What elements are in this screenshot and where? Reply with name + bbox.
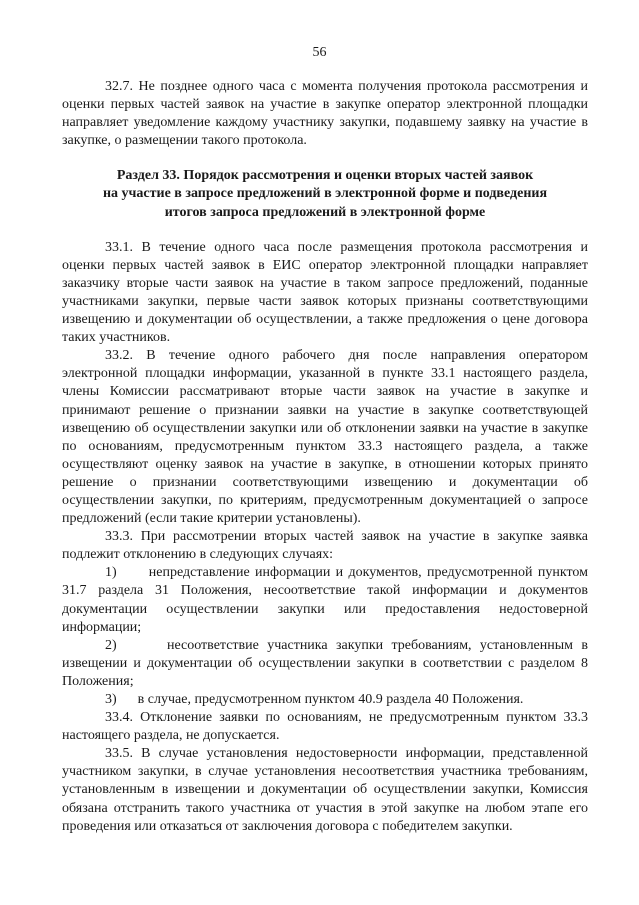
list-item-number: 3) [105, 692, 117, 707]
list-item [62, 564, 588, 636]
list-item-text: непредставление информации и документов, предусмотренной пунктом 31.7 раздела 31 Положения, несоответствие такой информации и документов документации осуществлении закупки или предоставления недостоверной информации; [62, 565, 589, 635]
list-item [62, 637, 588, 691]
list-item-text: несоответствие участника закупки требованиям, установленным в извещении и документации об осуществлении закупки в соответствии с разделом 8 Положения; [62, 637, 589, 689]
paragraph-33-4: 33.4. Отклонение заявки по основаниям, не предусмотренным пунктом 33.3 настоящего раздела, не допускается. [62, 710, 588, 744]
paragraph-32-7: 32.7. Не позднее одного часа с момента получения протокола рассмотрения и оценки первых частей заявок на участие в закупке оператор электронной площадки направляет уведомление каждому участнику закупки, подавшему заявку на участие в закупке, о размещении такого протокола. [62, 79, 588, 149]
section-heading-line: Раздел 33. Порядок рассмотрения и оценки вторых частей заявок [116, 168, 534, 184]
list-item-number: 1) [105, 565, 117, 581]
section-heading-line: итогов запроса предложений в электронной форме [164, 204, 486, 220]
list-item-text: в случае, предусмотренном пунктом 40.9 раздела 40 Положения. [137, 692, 524, 707]
list-item [62, 691, 588, 709]
document-body [62, 78, 588, 836]
paragraph-33-5: 33.5. В случае установления недостоверности информации, представленной участником закупки, в случае установления несоответствия участника требованиям, установленным в извещении и документации об осуществлении закупки, Комиссия обязана отстранить такого участника от участия в этой закупке на любом этапе его проведения или отказаться от заключения договора с победителем закупки. [62, 746, 588, 834]
section-heading-line: на участие в запросе предложений в электронной форме и подведения [102, 186, 548, 202]
page-number: 56 [312, 45, 327, 60]
paragraph-33-2: 33.2. В течение одного рабочего дня после направления оператором электронной площадки информации, указанной в пункте 33.1 настоящего раздела, члены Комиссии рассматривают вторые части заявок на участие в закупке и принимают решение о признании заявки на участие в закупке соответствующей извещению об осуществлении закупки или об отклонении заявки на участие в закупке по основаниям, предусмотренным пунктом 33.3 настоящего раздела, а также осуществляют оценку заявок на участие в закупке, в отношении которых принято решение о признании соответствующими извещению и документации об осуществлении закупки, по критериям, предусмотренным документацией о запросе предложений (если такие критерии установлены). [62, 348, 588, 527]
section-heading [62, 167, 588, 221]
paragraph-33-3: 33.3. При рассмотрении вторых частей заявок на участие в закупке заявка подлежит отклонению в следующих случаях: [62, 529, 588, 563]
paragraph-33-1: 33.1. В течение одного часа после размещения протокола рассмотрения и оценки первых частей заявок в ЕИС оператор электронной площадки направляет заказчику вторые части заявок на участие в таком запросе предложений, поданные участниками закупки, первые части заявок которых признаны соответствующими извещению и документации об осуществлении, а также предложения о цене договора таких участников. [62, 239, 588, 346]
list-item-number: 2) [105, 637, 117, 653]
